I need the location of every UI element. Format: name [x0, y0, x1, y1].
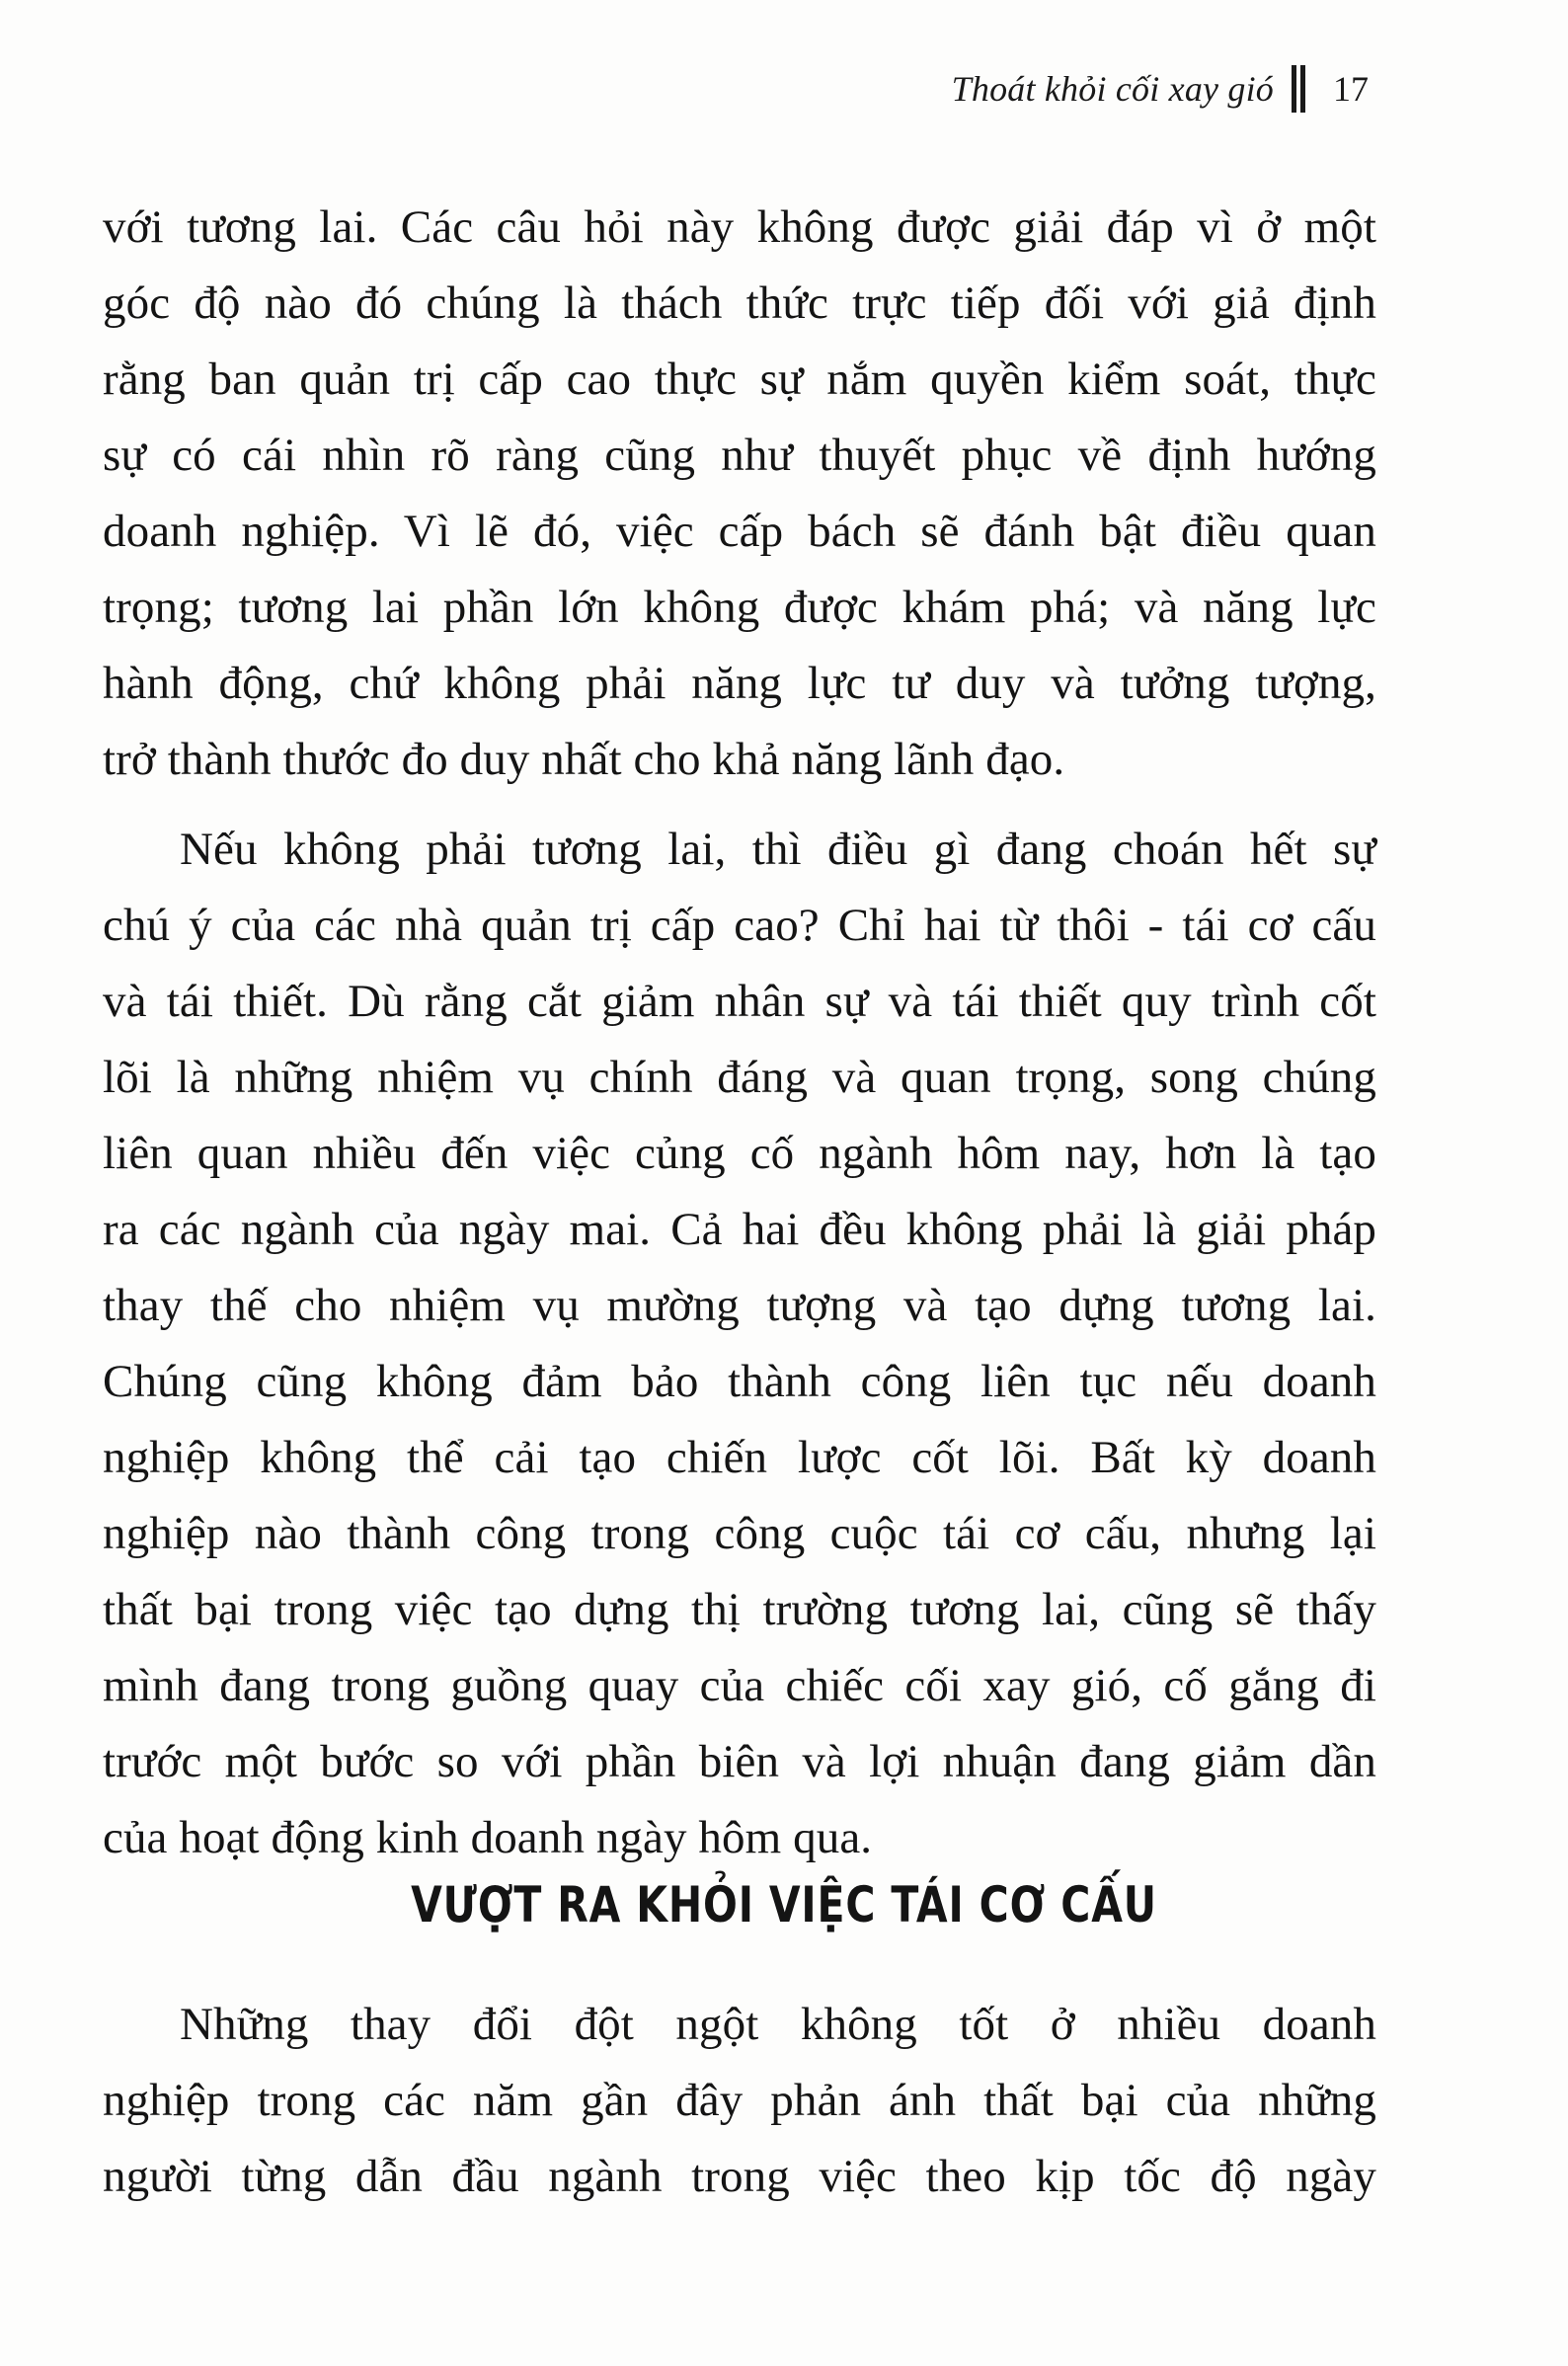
- paragraph-2: [103, 812, 1376, 1876]
- text-line: liên quan nhiều đến việc củng cố ngành hôm nay, hơn là tạo: [103, 1128, 1376, 1179]
- text-line: thất bại trong việc tạo dựng thị trường tương lai, cũng sẽ thấy: [103, 1584, 1376, 1635]
- text-line: chú ý của các nhà quản trị cấp cao? Chỉ hai từ thôi - tái cơ cấu: [103, 900, 1376, 951]
- text-line: ra các ngành của ngày mai. Cả hai đều không phải là giải pháp: [103, 1204, 1376, 1255]
- text-line: trọng; tương lai phần lớn không được khám phá; và năng lực: [103, 582, 1376, 633]
- text-line: góc độ nào đó chúng là thách thức trực tiếp đối với giả định: [103, 277, 1376, 329]
- text-line: lõi là những nhiệm vụ chính đáng và quan trọng, song chúng: [103, 1052, 1376, 1103]
- text-line: nghiệp nào thành công trong công cuộc tái cơ cấu, nhưng lại: [103, 1508, 1376, 1559]
- text-line: của hoạt động kinh doanh ngày hôm qua.: [103, 1812, 873, 1863]
- text-line: hành động, chứ không phải năng lực tư duy và tưởng tượng,: [103, 658, 1376, 709]
- text-line: Những thay đổi đột ngột không tốt ở nhiều doanh: [180, 1999, 1376, 2050]
- text-line: doanh nghiệp. Vì lẽ đó, việc cấp bách sẽ đánh bật điều quan: [103, 506, 1376, 557]
- running-header: [952, 65, 1369, 113]
- section-heading: VƯỢT RA KHỎI VIỆC TÁI CƠ CẤU: [411, 1876, 1157, 1933]
- text-line: mình đang trong guồng quay của chiếc cối xay gió, cố gắng đi: [103, 1660, 1376, 1711]
- text-line: và tái thiết. Dù rằng cắt giảm nhân sự và tái thiết quy trình cốt: [103, 976, 1376, 1027]
- paragraph-3: [103, 1987, 1376, 2215]
- text-line: Nếu không phải tương lai, thì điều gì đang choán hết sự: [180, 824, 1376, 875]
- text-line: người từng dẫn đầu ngành trong việc theo kịp tốc độ ngày: [103, 2151, 1376, 2202]
- header-double-rule: [1292, 65, 1305, 113]
- text-line: trước một bước so với phần biên và lợi nhuận đang giảm dần: [103, 1736, 1376, 1787]
- text-line: trở thành thước đo duy nhất cho khả năng lãnh đạo.: [103, 734, 1065, 785]
- running-title: Thoát khỏi cối xay gió: [951, 69, 1274, 109]
- text-line: rằng ban quản trị cấp cao thực sự nắm quyền kiểm soát, thực: [103, 354, 1376, 405]
- page-number: 17: [1333, 69, 1369, 109]
- text-line: Chúng cũng không đảm bảo thành công liên tục nếu doanh: [103, 1356, 1376, 1407]
- text-line: nghiệp trong các năm gần đây phản ánh thất bại của những: [103, 2075, 1376, 2126]
- text-line: với tương lai. Các câu hỏi này không được giải đáp vì ở một: [103, 201, 1376, 253]
- paragraph-1: [103, 190, 1376, 798]
- text-line: sự có cái nhìn rõ ràng cũng như thuyết phục về định hướng: [103, 430, 1376, 481]
- text-line: nghiệp không thể cải tạo chiến lược cốt lõi. Bất kỳ doanh: [103, 1432, 1376, 1483]
- text-line: thay thế cho nhiệm vụ mường tượng và tạo dựng tương lai.: [103, 1280, 1376, 1331]
